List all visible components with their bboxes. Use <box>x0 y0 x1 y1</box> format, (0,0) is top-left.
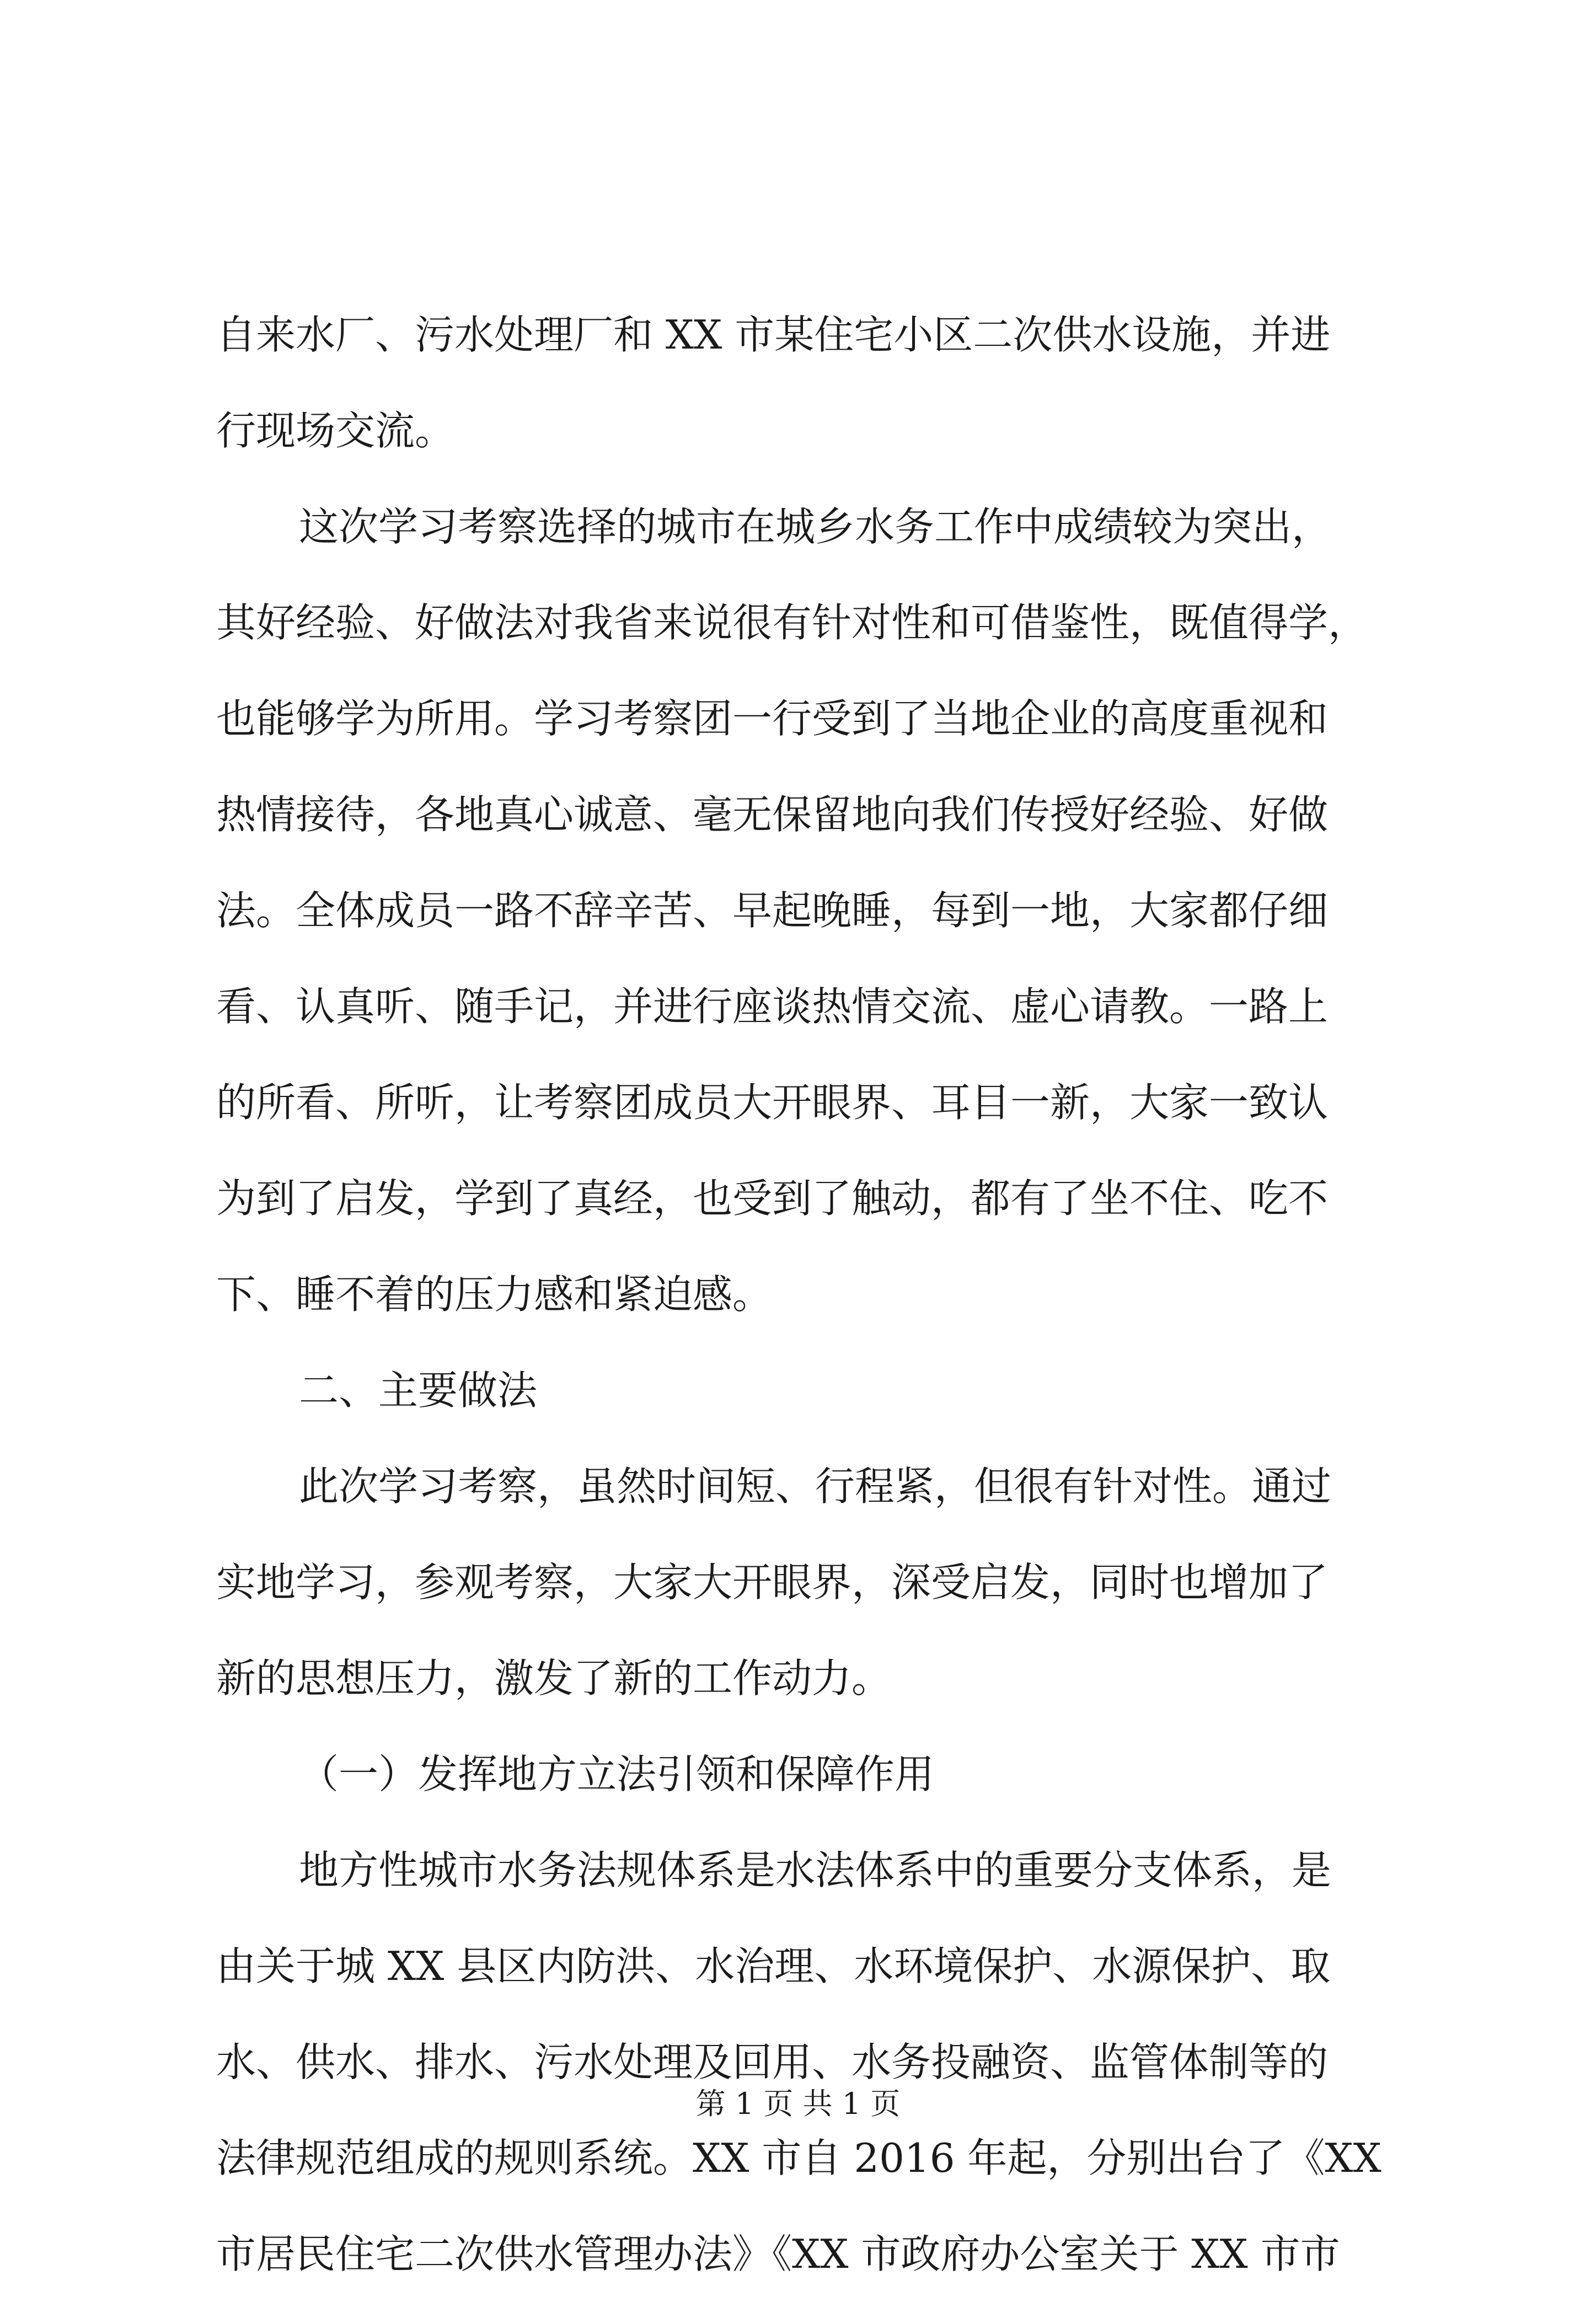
section-heading: 二、主要做法 <box>299 1367 538 1414</box>
document-body <box>216 287 1407 2302</box>
text-line: 新的思想压力，激发了新的工作动力。 <box>216 1655 892 1701</box>
paragraph-first-line: 此次学习考察，虽然时间短、行程紧，但很有针对性。通过 <box>299 1463 1332 1509</box>
paragraph-first-line: 这次学习考察选择的城市在城乡水务工作中成绩较为突出， <box>299 504 1332 550</box>
text-line: 为到了启发，学到了真经，也受到了触动，都有了坐不住、吃不 <box>216 1175 1329 1222</box>
text-line: 实地学习，参观考察，大家大开眼界，深受启发，同时也增加了 <box>216 1559 1329 1605</box>
text-line: 也能够学为所用。学习考察团一行受到了当地企业的高度重视和 <box>216 695 1329 742</box>
text-line: 行现场交流。 <box>216 408 455 454</box>
text-line: 的所看、所听，让考察团成员大开眼界、耳目一新，大家一致认 <box>216 1079 1329 1126</box>
text-line: 下、睡不着的压力感和紧迫感。 <box>216 1271 773 1318</box>
text-line: 法。全体成员一路不辞辛苦、早起晚睡，每到一地，大家都仔细 <box>216 887 1329 934</box>
text-line: 市居民住宅二次供水管理办法》《XX 市政府办公室关于 XX 市市 <box>216 2231 1340 2277</box>
text-line: 其好经验、好做法对我省来说很有针对性和可借鉴性，既值得学， <box>216 599 1368 646</box>
text-line: 热情接待，各地真心诚意、毫无保留地向我们传授好经验、好做 <box>216 791 1329 838</box>
text-line: 由关于城 XX 县区内防洪、水治理、水环境保护、水源保护、取 <box>216 1943 1331 1989</box>
subsection-heading: （一）发挥地方立法引领和保障作用 <box>299 1751 935 1797</box>
text-line: 看、认真听、随手记，并进行座谈热情交流、虚心请教。一路上 <box>216 983 1329 1030</box>
page-number-footer: 第 1 页 共 1 页 <box>695 2086 901 2121</box>
text-line: 水、供水、排水、污水处理及回用、水务投融资、监管体制等的 <box>216 2039 1329 2085</box>
paragraph-first-line: 地方性城市水务法规体系是水法体系中的重要分支体系，是 <box>299 1847 1332 1893</box>
text-line: 自来水厂、污水处理厂和 XX 市某住宅小区二次供水设施，并进 <box>216 312 1331 358</box>
text-line: 法律规范组成的规则系统。XX 市自 2016 年起，分别出台了《XX <box>216 2135 1381 2181</box>
